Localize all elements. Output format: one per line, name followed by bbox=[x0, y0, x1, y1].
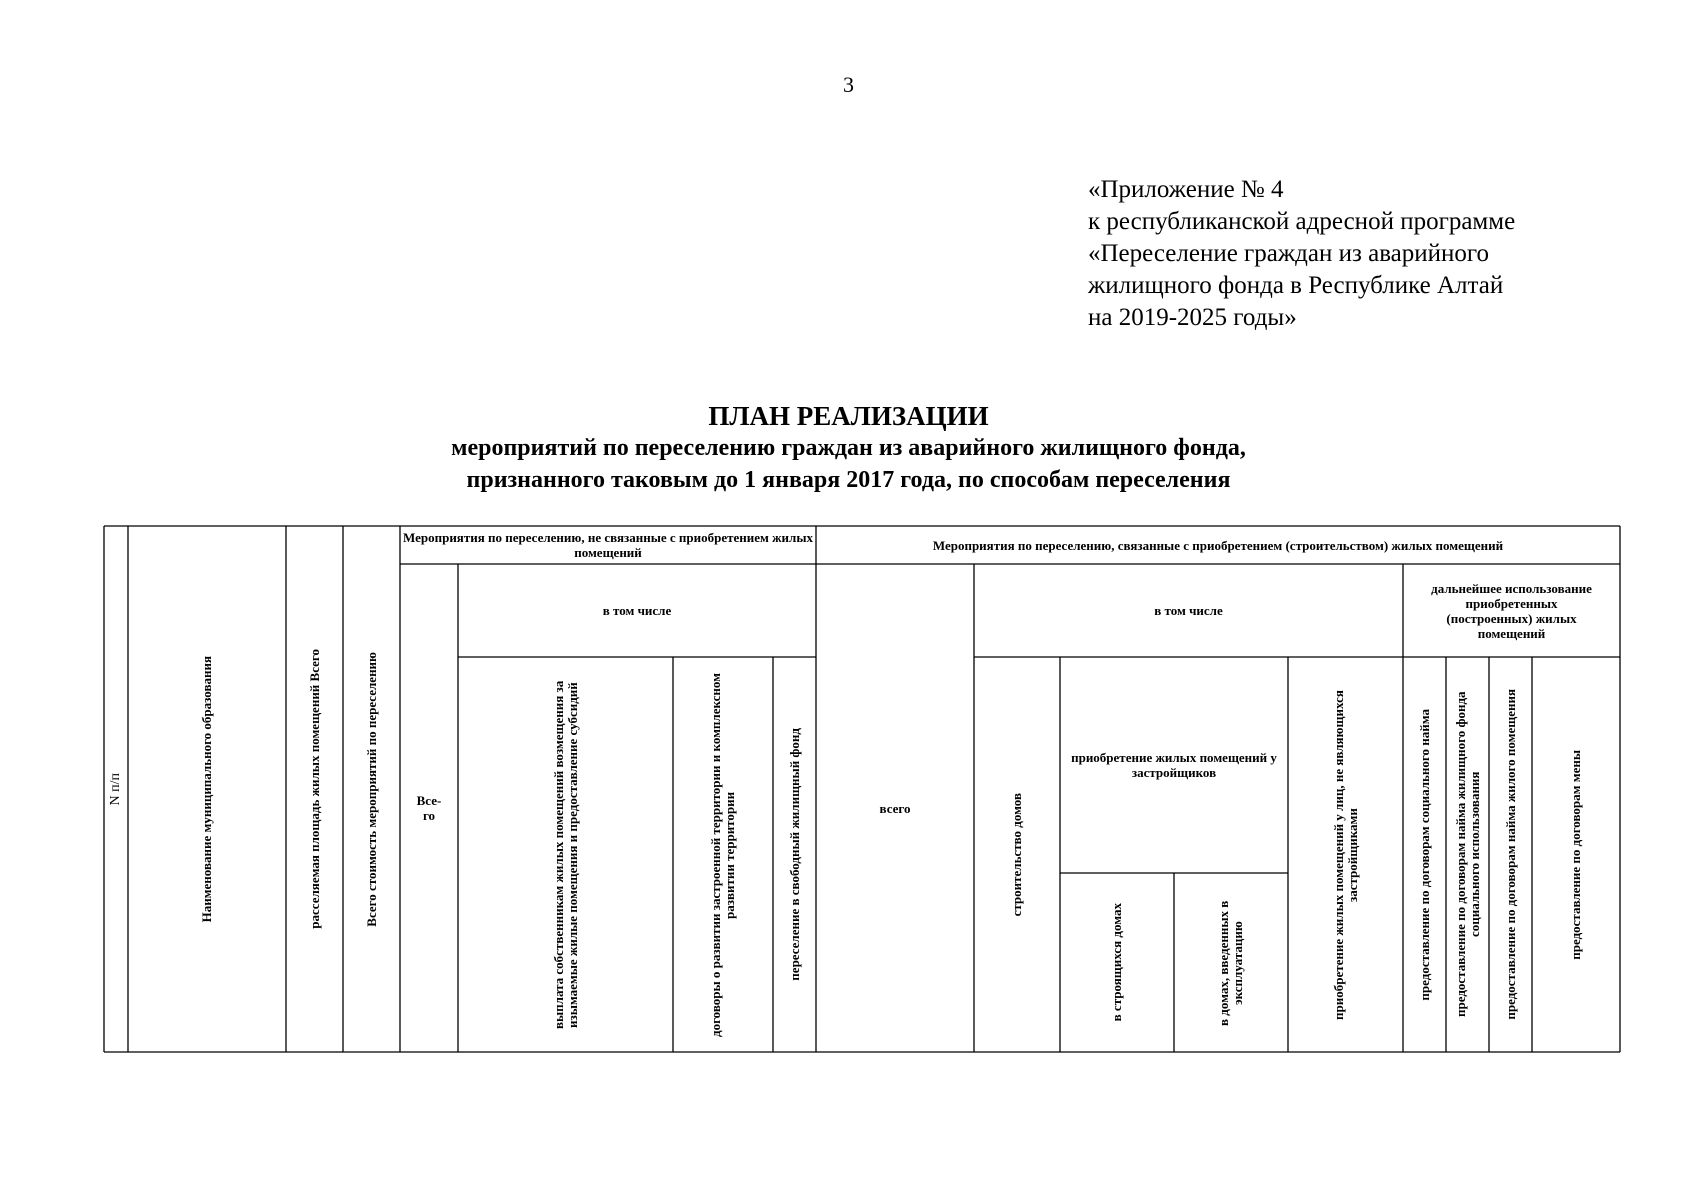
col-header-number: N п/п bbox=[108, 772, 123, 806]
col-header-nr-total: Все- го bbox=[416, 793, 442, 823]
subheader-acquisition-developers: приобретение жилых помещений у застройщиков bbox=[1071, 750, 1277, 780]
col-header-acquisition-non-developers: приобретение жилых помещений у лиц, не являющихся застройщиками bbox=[1330, 689, 1360, 1020]
appendix-line: к республиканской адресной программе bbox=[1088, 208, 1516, 235]
col-header-social-rent: предоставление по договорам социального найма bbox=[1416, 708, 1432, 1001]
appendix-line: «Переселение граждан из аварийного bbox=[1088, 240, 1490, 267]
title-subtitle: признанного таковым до 1 января 2017 года, по способам переселения bbox=[466, 467, 1231, 493]
title-main: ПЛАН РЕАЛИЗАЦИИ bbox=[708, 401, 989, 431]
col-header-r-total: всего bbox=[879, 800, 911, 816]
col-header-total-cost: Всего стоимость мероприятий по переселению bbox=[363, 651, 379, 927]
col-header-commissioned: в домах, введенных в эксплуатацию bbox=[1216, 899, 1245, 1026]
col-header-exchange: предоставление по договорам мены bbox=[1568, 749, 1583, 960]
appendix-line: жилищного фонда в Республике Алтай bbox=[1088, 272, 1504, 299]
subheader-r-including: в том числе bbox=[1154, 603, 1223, 618]
group-header-related: Мероприятия по переселению, связанные с приобретением (строительством) жилых помещений bbox=[932, 537, 1504, 553]
group-header-not-related: Мероприятия по переселению, не связанные с приобретением жилых помещений bbox=[403, 530, 813, 560]
title-subtitle: мероприятий по переселению граждан из аварийного жилищного фонда, bbox=[451, 435, 1246, 461]
page-number: 3 bbox=[843, 72, 854, 97]
appendix-line: «Приложение № 4 bbox=[1088, 176, 1284, 203]
col-header-social-fund-rent: предоставление по договорам найма жилищного фонда социального использования bbox=[1452, 691, 1482, 1018]
appendix-line: на 2019-2025 годы» bbox=[1088, 304, 1297, 331]
col-header-nr-free-fund: переселение в свободный жилищный фонд bbox=[786, 728, 802, 981]
col-header-nr-contracts: договоры о развитии застроенной территории и комплексном развитии территории bbox=[708, 672, 737, 1037]
col-header-r-construction: строительство домов bbox=[1009, 792, 1024, 917]
subheader-nr-including: в том числе bbox=[602, 603, 672, 618]
col-header-nr-payment: выплата собственникам жилых помещений возмещения за изымаемые жилые помещения и предоставление субсидий bbox=[550, 680, 580, 1029]
col-header-area: расселяемая площадь жилых помещений Всего bbox=[306, 649, 322, 929]
col-header-municipality: Наименование муниципального образования bbox=[199, 655, 214, 923]
subheader-further-use: дальнейшее использование приобретенных (построенных) жилых помещений bbox=[1431, 580, 1592, 641]
col-header-housing-rent: предоставление по договорам найма жилого помещения bbox=[1502, 689, 1518, 1020]
col-header-under-construction: в строящихся домах bbox=[1109, 903, 1124, 1022]
